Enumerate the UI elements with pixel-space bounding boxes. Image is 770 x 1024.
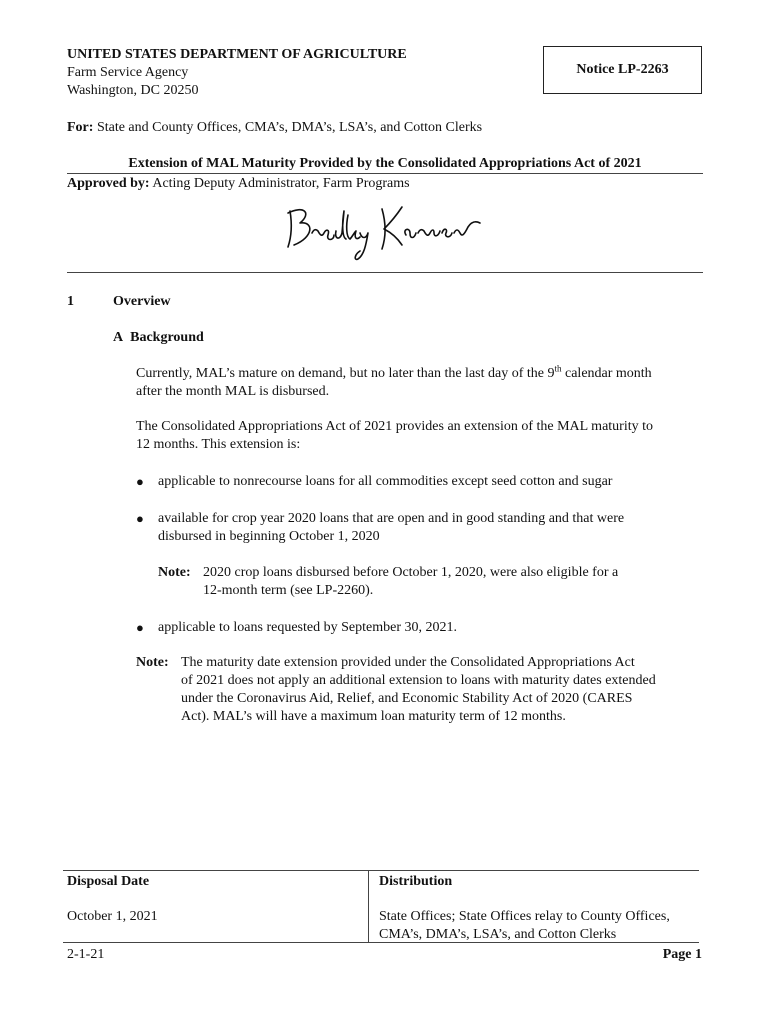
notice-id: Notice LP-2263 [576, 62, 669, 77]
bullet-text: available for crop year 2020 loans that are open and in good standing and that were disbursed in beginning October 1, 2020 [158, 511, 625, 544]
agency-address: Washington, DC 20250 [67, 83, 199, 98]
notice-title: Extension of MAL Maturity Provided by the Consolidated Appropriations Act of 2021 [128, 156, 642, 171]
subsection-letter: A [113, 330, 124, 345]
distribution-header: Distribution [379, 874, 453, 889]
section-number: 1 [67, 294, 74, 309]
handwritten-signature [282, 193, 482, 265]
paragraph-extension [136, 418, 706, 454]
distribution-value: State Offices; State Offices relay to County Offices, CMA’s, DMA’s, LSA’s, and Cotton Clerks [379, 909, 670, 942]
bullet-icon: ● [136, 620, 144, 635]
bullet-text: applicable to nonrecourse loans for all commodities except seed cotton and sugar [158, 474, 613, 489]
approved-text: Acting Deputy Administrator, Farm Programs [152, 176, 410, 191]
agency-header [67, 46, 407, 100]
bullet-text: applicable to loans requested by September 30, 2021. [158, 620, 457, 635]
note-label: Note: [136, 655, 169, 670]
audience-line [67, 119, 482, 137]
approved-line [67, 175, 410, 193]
paragraph-line: Currently, MAL’s mature on demand, but no later than the last day of the 9th calendar month [136, 363, 652, 381]
for-text: State and County Offices, CMA’s, DMA’s, LSA’s, and Cotton Clerks [96, 120, 483, 135]
department-name: UNITED STATES DEPARTMENT OF AGRICULTURE [67, 47, 407, 62]
disposal-date-value: October 1, 2021 [67, 909, 158, 924]
notice-id-box [543, 46, 702, 94]
bullet-icon: ● [136, 474, 144, 489]
footer-column-divider [368, 870, 369, 942]
paragraph-line: The Consolidated Appropriations Act of 2021 provides an extension of the MAL maturity to [136, 419, 654, 434]
disposal-date-header: Disposal Date [67, 874, 150, 889]
note-crop-loans: Note: 2020 crop loans disbursed before October 1, 2020, were also eligible for a 12-month term (see LP-2260). [158, 565, 619, 598]
bullet-icon: ● [136, 511, 144, 526]
ordinal-suffix: th [554, 363, 562, 374]
paragraph-current-maturity [136, 365, 706, 401]
paragraph-line: after the month MAL is disbursed. [136, 384, 330, 399]
note-cares-act: Note: The maturity date extension provided under the Consolidated Appropriations Act of 2021 does not apply an additional extension to loans with maturity dates extended under the Coronavirus Aid, Relief, and Economic Stability Act of 2020 (CARES Act). MAL’s will have a maximum loan maturity term of 12 months. [136, 655, 656, 724]
for-label: For: [67, 120, 94, 135]
paragraph-line: 12 months. This extension is: [136, 437, 301, 452]
section-title: Overview [113, 294, 171, 309]
agency-name: Farm Service Agency [67, 65, 189, 80]
subsection-title: Background [130, 330, 204, 345]
signature-image [282, 193, 482, 271]
subsection-heading [113, 329, 204, 347]
page-number: Page 1 [662, 947, 702, 962]
approved-label: Approved by: [67, 176, 150, 191]
footer-top-rule [63, 870, 699, 871]
header-divider [67, 272, 703, 273]
note-label: Note: [158, 565, 191, 580]
title-divider [67, 173, 703, 174]
issue-date: 2-1-21 [67, 947, 105, 962]
